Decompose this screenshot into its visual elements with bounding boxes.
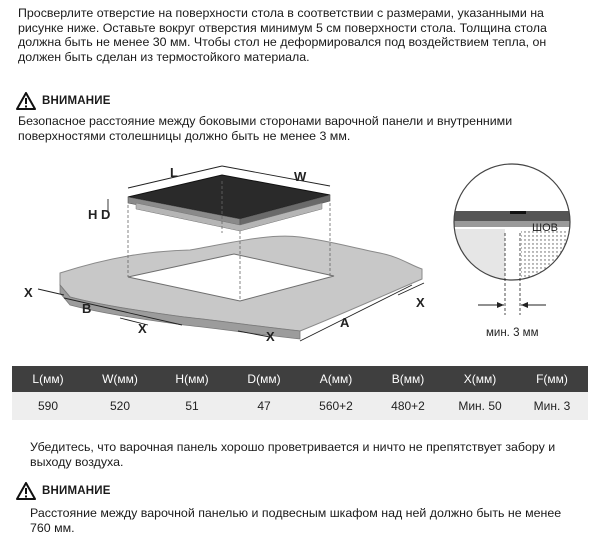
label-X-front: X [138, 321, 147, 336]
label-L: L [170, 165, 178, 180]
dimensions-table [12, 366, 588, 420]
table-header: A(мм) [300, 366, 372, 392]
label-X-left: X [24, 285, 33, 300]
label-W: W [294, 169, 307, 184]
table-cell: 47 [228, 392, 300, 420]
label-D: D [101, 207, 111, 222]
label-A: A [340, 315, 350, 330]
ventilation-paragraph: Убедитесь, что варочная панель хорошо проветривается и ничто не препятствует забору и выходу воздуха. [30, 440, 556, 469]
intro-paragraph: Просверлите отверстие на поверхности стола в соответствии с размерами, указанными на рисунке ниже. Оставьте вокруг отверстия минимум 5 см поверхности стола. Толщина стола должна быть не менее 30 мм. Чтобы стол не деформировался под воздействием тепла, он должен быть сделан из термостойкого материала. [18, 6, 547, 64]
table-cell: 51 [156, 392, 228, 420]
warning-title-2: ВНИМАНИЕ [42, 485, 111, 497]
label-H: H [88, 207, 98, 222]
min-gap-label: мин. 3 мм [486, 327, 539, 339]
warning-text-2: Расстояние между варочной панелью и подвесным шкафом над ней должно быть не менее 760 мм. [30, 506, 562, 535]
table-cell: Мин. 50 [444, 392, 516, 420]
table-cell: 520 [84, 392, 156, 420]
table-header: L(мм) [12, 366, 84, 392]
warning-triangle-icon [16, 482, 36, 500]
seam-detail [450, 164, 576, 339]
table-header: F(мм) [516, 366, 588, 392]
table-header: B(мм) [372, 366, 444, 392]
table-cell: 590 [12, 392, 84, 420]
table-cell: 560+2 [300, 392, 372, 420]
seam-label: ШОВ [532, 222, 558, 234]
table-row [12, 392, 588, 420]
label-X-right: X [416, 295, 425, 310]
label-B: B [82, 301, 92, 316]
table-header: X(мм) [444, 366, 516, 392]
installation-diagram [0, 155, 600, 355]
warning-title-1: ВНИМАНИЕ [42, 95, 111, 107]
table-header-row [12, 366, 588, 392]
warning-text-1: Безопасное расстояние между боковыми сторонами варочной панели и внутренними поверхностями столешницы должно быть не менее 3 мм. [18, 114, 513, 143]
warning-heading-1 [16, 92, 111, 110]
label-X-bottom: X [266, 329, 275, 344]
table-header: H(мм) [156, 366, 228, 392]
table-header: W(мм) [84, 366, 156, 392]
table-cell: Мин. 3 [516, 392, 588, 420]
warning-triangle-icon [16, 92, 36, 110]
table-header: D(мм) [228, 366, 300, 392]
warning-heading-2 [16, 482, 111, 500]
table-cell: 480+2 [372, 392, 444, 420]
